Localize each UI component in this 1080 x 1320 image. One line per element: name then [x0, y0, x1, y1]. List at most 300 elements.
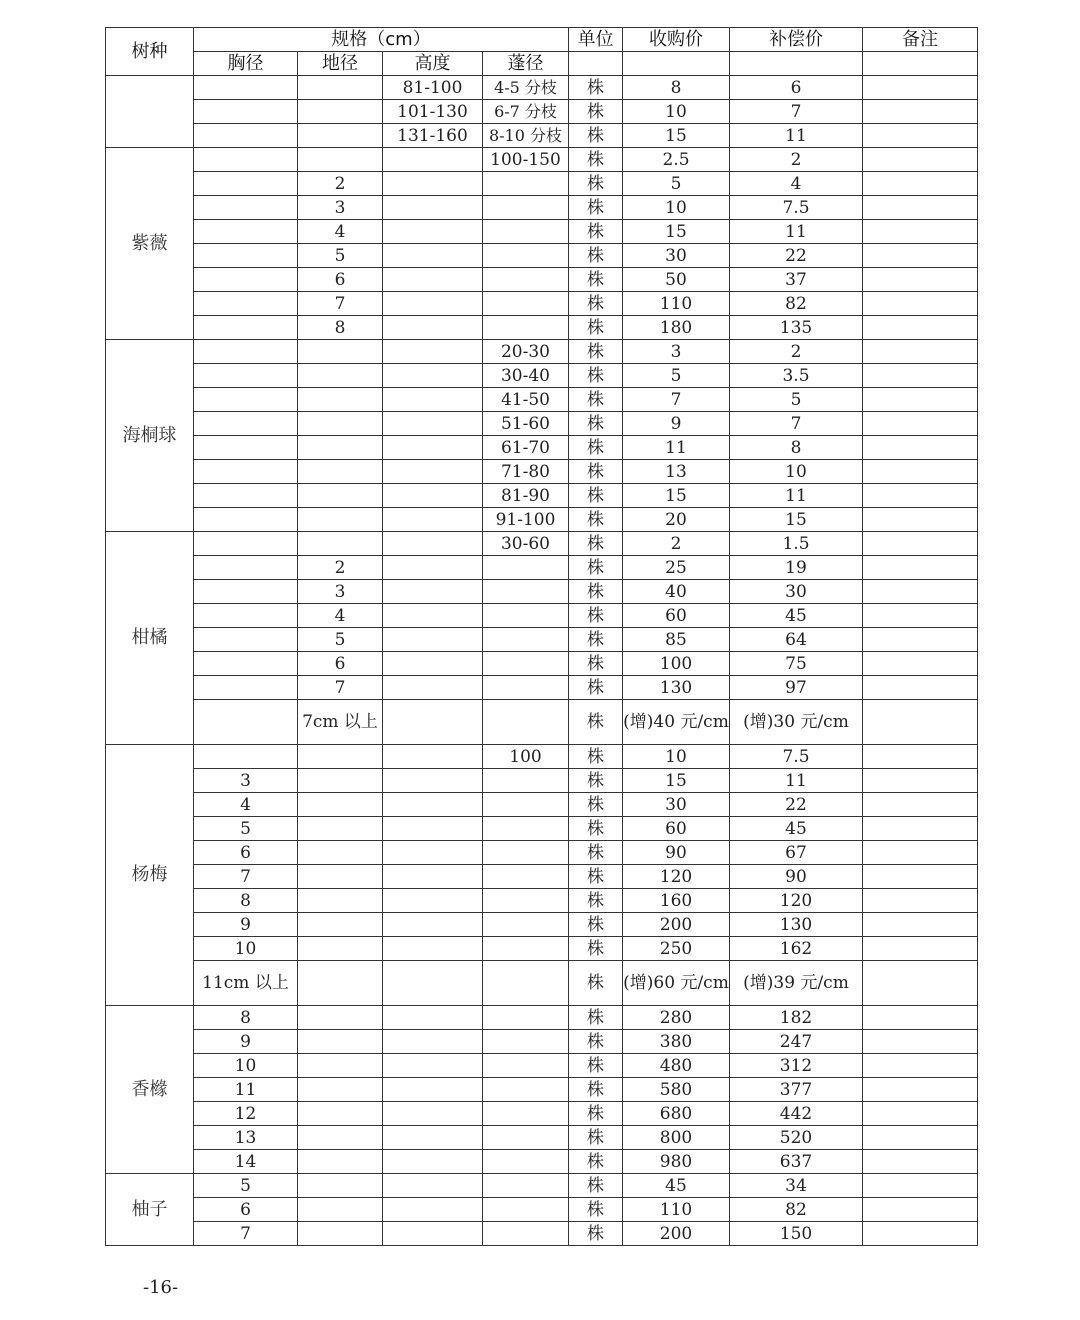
compensation-cell: 182	[730, 1006, 863, 1030]
crown-cell: 81-90	[483, 484, 569, 508]
remark-cell	[863, 961, 978, 1006]
ground-cell	[298, 769, 383, 793]
unit-cell: 株	[569, 244, 623, 268]
height-cell	[383, 1030, 483, 1054]
remark-cell	[863, 76, 978, 100]
table-row	[106, 1054, 978, 1078]
table-row	[106, 652, 978, 676]
height-cell	[383, 604, 483, 628]
crown-cell: 30-60	[483, 532, 569, 556]
purchase-cell: 60	[623, 604, 730, 628]
unit-cell: 株	[569, 1150, 623, 1174]
unit-cell: 株	[569, 220, 623, 244]
compensation-cell: 1.5	[730, 532, 863, 556]
chest-cell: 10	[194, 1054, 298, 1078]
purchase-cell: 10	[623, 745, 730, 769]
remark-cell	[863, 316, 978, 340]
crown-cell	[483, 556, 569, 580]
height-cell: 101-130	[383, 100, 483, 124]
ground-cell	[298, 1222, 383, 1246]
purchase-cell: 380	[623, 1030, 730, 1054]
table-row	[106, 1222, 978, 1246]
remark-cell	[863, 508, 978, 532]
crown-cell	[483, 1198, 569, 1222]
ground-cell	[298, 532, 383, 556]
ground-cell	[298, 865, 383, 889]
ground-cell	[298, 76, 383, 100]
chest-cell: 9	[194, 913, 298, 937]
chest-cell: 3	[194, 769, 298, 793]
crown-cell	[483, 268, 569, 292]
unit-cell: 株	[569, 484, 623, 508]
chest-cell	[194, 700, 298, 745]
height-cell	[383, 700, 483, 745]
compensation-cell: 75	[730, 652, 863, 676]
crown-cell: 20-30	[483, 340, 569, 364]
crown-cell	[483, 1006, 569, 1030]
height-cell	[383, 412, 483, 436]
crown-cell	[483, 220, 569, 244]
page-number: -16-	[143, 1277, 179, 1298]
remark-cell	[863, 604, 978, 628]
purchase-cell: 680	[623, 1102, 730, 1126]
ground-cell	[298, 1174, 383, 1198]
purchase-cell: 8	[623, 76, 730, 100]
table-row	[106, 364, 978, 388]
unit-cell: 株	[569, 172, 623, 196]
purchase-cell: 480	[623, 1054, 730, 1078]
ground-cell: 6	[298, 652, 383, 676]
compensation-cell: 82	[730, 292, 863, 316]
crown-cell	[483, 1150, 569, 1174]
remark-cell	[863, 913, 978, 937]
purchase-cell: 280	[623, 1006, 730, 1030]
table-row	[106, 292, 978, 316]
unit-cell: 株	[569, 1198, 623, 1222]
table-row	[106, 1102, 978, 1126]
remark-cell	[863, 436, 978, 460]
remark-cell	[863, 865, 978, 889]
unit-cell: 株	[569, 340, 623, 364]
height-cell	[383, 1078, 483, 1102]
table-row	[106, 913, 978, 937]
crown-cell	[483, 961, 569, 1006]
compensation-cell: 6	[730, 76, 863, 100]
table-row	[106, 1006, 978, 1030]
chest-cell: 11	[194, 1078, 298, 1102]
compensation-cell: 11	[730, 124, 863, 148]
compensation-cell: 2	[730, 148, 863, 172]
remark-cell	[863, 412, 978, 436]
crown-cell	[483, 652, 569, 676]
ground-cell	[298, 937, 383, 961]
height-cell	[383, 580, 483, 604]
ground-cell: 2	[298, 172, 383, 196]
unit-cell: 株	[569, 436, 623, 460]
compensation-cell: 7	[730, 100, 863, 124]
table-body	[106, 76, 978, 1246]
height-cell: 81-100	[383, 76, 483, 100]
ground-cell	[298, 913, 383, 937]
unit-cell: 株	[569, 889, 623, 913]
unit-cell: 株	[569, 1006, 623, 1030]
table-row	[106, 817, 978, 841]
remark-cell	[863, 1006, 978, 1030]
header-purchase: 收购价	[623, 28, 730, 52]
crown-cell	[483, 628, 569, 652]
chest-cell	[194, 628, 298, 652]
remark-cell	[863, 1126, 978, 1150]
unit-cell: 株	[569, 580, 623, 604]
purchase-cell: 5	[623, 172, 730, 196]
remark-cell	[863, 460, 978, 484]
header-spec: 规格（cm）	[194, 28, 569, 52]
unit-cell: 株	[569, 76, 623, 100]
purchase-cell: 800	[623, 1126, 730, 1150]
height-cell	[383, 841, 483, 865]
height-cell	[383, 937, 483, 961]
compensation-cell: 442	[730, 1102, 863, 1126]
compensation-cell: 15	[730, 508, 863, 532]
unit-cell: 株	[569, 961, 623, 1006]
remark-cell	[863, 292, 978, 316]
height-cell	[383, 292, 483, 316]
purchase-cell: 15	[623, 484, 730, 508]
crown-cell: 71-80	[483, 460, 569, 484]
height-cell	[383, 1006, 483, 1030]
chest-cell	[194, 316, 298, 340]
unit-cell: 株	[569, 196, 623, 220]
chest-cell	[194, 745, 298, 769]
height-cell	[383, 1054, 483, 1078]
table-row	[106, 1174, 978, 1198]
remark-cell	[863, 793, 978, 817]
height-cell	[383, 1222, 483, 1246]
compensation-cell: 637	[730, 1150, 863, 1174]
table-row	[106, 1150, 978, 1174]
chest-cell: 4	[194, 793, 298, 817]
compensation-cell: 7.5	[730, 196, 863, 220]
crown-cell: 100	[483, 745, 569, 769]
compensation-cell: 45	[730, 817, 863, 841]
table-row	[106, 865, 978, 889]
ground-cell	[298, 1150, 383, 1174]
remark-cell	[863, 769, 978, 793]
ground-cell	[298, 436, 383, 460]
purchase-cell: 7	[623, 388, 730, 412]
remark-cell	[863, 148, 978, 172]
chest-cell: 10	[194, 937, 298, 961]
height-cell	[383, 889, 483, 913]
purchase-cell: 130	[623, 676, 730, 700]
ground-cell: 7	[298, 676, 383, 700]
compensation-cell: 45	[730, 604, 863, 628]
crown-cell	[483, 700, 569, 745]
unit-cell: 株	[569, 604, 623, 628]
table-row	[106, 148, 978, 172]
compensation-cell: 2	[730, 340, 863, 364]
compensation-cell: 11	[730, 220, 863, 244]
ground-cell	[298, 817, 383, 841]
crown-cell	[483, 1174, 569, 1198]
compensation-cell: 162	[730, 937, 863, 961]
chest-cell: 9	[194, 1030, 298, 1054]
tree-name-cell: 海桐球	[106, 340, 194, 532]
purchase-cell: 15	[623, 124, 730, 148]
crown-cell	[483, 1102, 569, 1126]
height-cell: 131-160	[383, 124, 483, 148]
purchase-cell: (增)60 元/cm	[623, 961, 730, 1006]
crown-cell	[483, 196, 569, 220]
ground-cell: 7	[298, 292, 383, 316]
tree-name-cell: 杨梅	[106, 745, 194, 1006]
remark-cell	[863, 340, 978, 364]
purchase-cell: 10	[623, 196, 730, 220]
compensation-cell: 34	[730, 1174, 863, 1198]
chest-cell	[194, 676, 298, 700]
height-cell	[383, 1102, 483, 1126]
unit-cell: 株	[569, 865, 623, 889]
chest-cell	[194, 292, 298, 316]
height-cell	[383, 436, 483, 460]
chest-cell	[194, 508, 298, 532]
height-cell	[383, 316, 483, 340]
table-row	[106, 1078, 978, 1102]
ground-cell	[298, 460, 383, 484]
table-row	[106, 604, 978, 628]
unit-cell: 株	[569, 913, 623, 937]
remark-cell	[863, 196, 978, 220]
remark-cell	[863, 628, 978, 652]
compensation-cell: 135	[730, 316, 863, 340]
crown-cell	[483, 1054, 569, 1078]
purchase-cell: 60	[623, 817, 730, 841]
remark-cell	[863, 124, 978, 148]
compensation-cell: 10	[730, 460, 863, 484]
unit-cell: 株	[569, 769, 623, 793]
compensation-cell: 7.5	[730, 745, 863, 769]
remark-cell	[863, 1174, 978, 1198]
chest-cell	[194, 412, 298, 436]
purchase-cell: 100	[623, 652, 730, 676]
ground-cell: 7cm 以上	[298, 700, 383, 745]
table-row	[106, 244, 978, 268]
height-cell	[383, 340, 483, 364]
height-cell	[383, 508, 483, 532]
crown-cell	[483, 604, 569, 628]
table-row	[106, 508, 978, 532]
height-cell	[383, 865, 483, 889]
table-row	[106, 412, 978, 436]
height-cell	[383, 220, 483, 244]
ground-cell	[298, 148, 383, 172]
remark-cell	[863, 364, 978, 388]
height-cell	[383, 769, 483, 793]
chest-cell	[194, 268, 298, 292]
compensation-cell: 377	[730, 1078, 863, 1102]
remark-cell	[863, 1078, 978, 1102]
purchase-cell: 200	[623, 1222, 730, 1246]
compensation-cell: 67	[730, 841, 863, 865]
crown-cell	[483, 1030, 569, 1054]
purchase-cell: 11	[623, 436, 730, 460]
unit-cell: 株	[569, 1054, 623, 1078]
height-cell	[383, 1126, 483, 1150]
ground-cell: 4	[298, 220, 383, 244]
compensation-cell: 97	[730, 676, 863, 700]
table-row	[106, 889, 978, 913]
ground-cell	[298, 508, 383, 532]
ground-cell	[298, 100, 383, 124]
height-cell	[383, 556, 483, 580]
ground-cell	[298, 1198, 383, 1222]
unit-cell: 株	[569, 1174, 623, 1198]
unit-cell: 株	[569, 508, 623, 532]
crown-cell: 51-60	[483, 412, 569, 436]
chest-cell: 5	[194, 817, 298, 841]
ground-cell	[298, 124, 383, 148]
unit-cell: 株	[569, 1078, 623, 1102]
height-cell	[383, 196, 483, 220]
ground-cell: 6	[298, 268, 383, 292]
remark-cell	[863, 1198, 978, 1222]
height-cell	[383, 745, 483, 769]
compensation-cell: 22	[730, 244, 863, 268]
table-row	[106, 388, 978, 412]
crown-cell	[483, 676, 569, 700]
crown-cell	[483, 244, 569, 268]
chest-cell	[194, 100, 298, 124]
unit-cell: 株	[569, 460, 623, 484]
crown-cell	[483, 913, 569, 937]
chest-cell: 7	[194, 865, 298, 889]
height-cell	[383, 1150, 483, 1174]
compensation-cell: 82	[730, 1198, 863, 1222]
table-row	[106, 745, 978, 769]
remark-cell	[863, 676, 978, 700]
chest-cell	[194, 484, 298, 508]
ground-cell	[298, 340, 383, 364]
ground-cell	[298, 841, 383, 865]
crown-cell: 6-7 分枝	[483, 100, 569, 124]
crown-cell: 91-100	[483, 508, 569, 532]
compensation-cell: 11	[730, 769, 863, 793]
compensation-cell: (增)39 元/cm	[730, 961, 863, 1006]
tree-name-cell	[106, 76, 194, 148]
height-cell	[383, 628, 483, 652]
table-row	[106, 100, 978, 124]
remark-cell	[863, 220, 978, 244]
remark-cell	[863, 1054, 978, 1078]
header-crown: 蓬径	[483, 52, 569, 76]
purchase-cell: 10	[623, 100, 730, 124]
table-row	[106, 76, 978, 100]
compensation-cell: 247	[730, 1030, 863, 1054]
crown-cell	[483, 316, 569, 340]
table-row	[106, 580, 978, 604]
remark-cell	[863, 1222, 978, 1246]
purchase-cell: 15	[623, 220, 730, 244]
unit-cell: 株	[569, 700, 623, 745]
remark-cell	[863, 700, 978, 745]
remark-cell	[863, 1102, 978, 1126]
unit-cell: 株	[569, 364, 623, 388]
table-row	[106, 316, 978, 340]
table-row	[106, 841, 978, 865]
remark-cell	[863, 1030, 978, 1054]
height-cell	[383, 244, 483, 268]
purchase-cell: 120	[623, 865, 730, 889]
compensation-cell: 5	[730, 388, 863, 412]
remark-cell	[863, 745, 978, 769]
purchase-cell: 20	[623, 508, 730, 532]
ground-cell: 3	[298, 580, 383, 604]
tree-name-cell: 紫薇	[106, 148, 194, 340]
purchase-cell: 13	[623, 460, 730, 484]
height-cell	[383, 460, 483, 484]
unit-cell: 株	[569, 388, 623, 412]
crown-cell	[483, 937, 569, 961]
table-row	[106, 793, 978, 817]
compensation-cell: 19	[730, 556, 863, 580]
unit-cell: 株	[569, 793, 623, 817]
chest-cell: 14	[194, 1150, 298, 1174]
height-cell	[383, 817, 483, 841]
purchase-cell: 200	[623, 913, 730, 937]
table-row	[106, 220, 978, 244]
purchase-cell: 50	[623, 268, 730, 292]
chest-cell	[194, 388, 298, 412]
purchase-cell: 15	[623, 769, 730, 793]
crown-cell	[483, 889, 569, 913]
height-cell	[383, 793, 483, 817]
chest-cell: 12	[194, 1102, 298, 1126]
height-cell	[383, 484, 483, 508]
header-row-2	[106, 52, 978, 76]
unit-cell: 株	[569, 292, 623, 316]
unit-cell: 株	[569, 628, 623, 652]
height-cell	[383, 268, 483, 292]
remark-cell	[863, 937, 978, 961]
unit-cell: 株	[569, 316, 623, 340]
table-row	[106, 700, 978, 745]
height-cell	[383, 1174, 483, 1198]
ground-cell: 5	[298, 244, 383, 268]
chest-cell	[194, 76, 298, 100]
ground-cell	[298, 1078, 383, 1102]
purchase-cell: 2	[623, 532, 730, 556]
ground-cell	[298, 1054, 383, 1078]
unit-cell: 株	[569, 676, 623, 700]
purchase-cell: 5	[623, 364, 730, 388]
table-row	[106, 124, 978, 148]
ground-cell: 5	[298, 628, 383, 652]
compensation-cell: 90	[730, 865, 863, 889]
compensation-cell: 7	[730, 412, 863, 436]
header-purchase-blank	[623, 52, 730, 76]
crown-cell	[483, 865, 569, 889]
remark-cell	[863, 100, 978, 124]
table-row	[106, 961, 978, 1006]
header-unit: 单位	[569, 28, 623, 52]
chest-cell	[194, 460, 298, 484]
remark-cell	[863, 268, 978, 292]
ground-cell	[298, 1006, 383, 1030]
remark-cell	[863, 172, 978, 196]
unit-cell: 株	[569, 1126, 623, 1150]
table-row	[106, 172, 978, 196]
purchase-cell: 25	[623, 556, 730, 580]
